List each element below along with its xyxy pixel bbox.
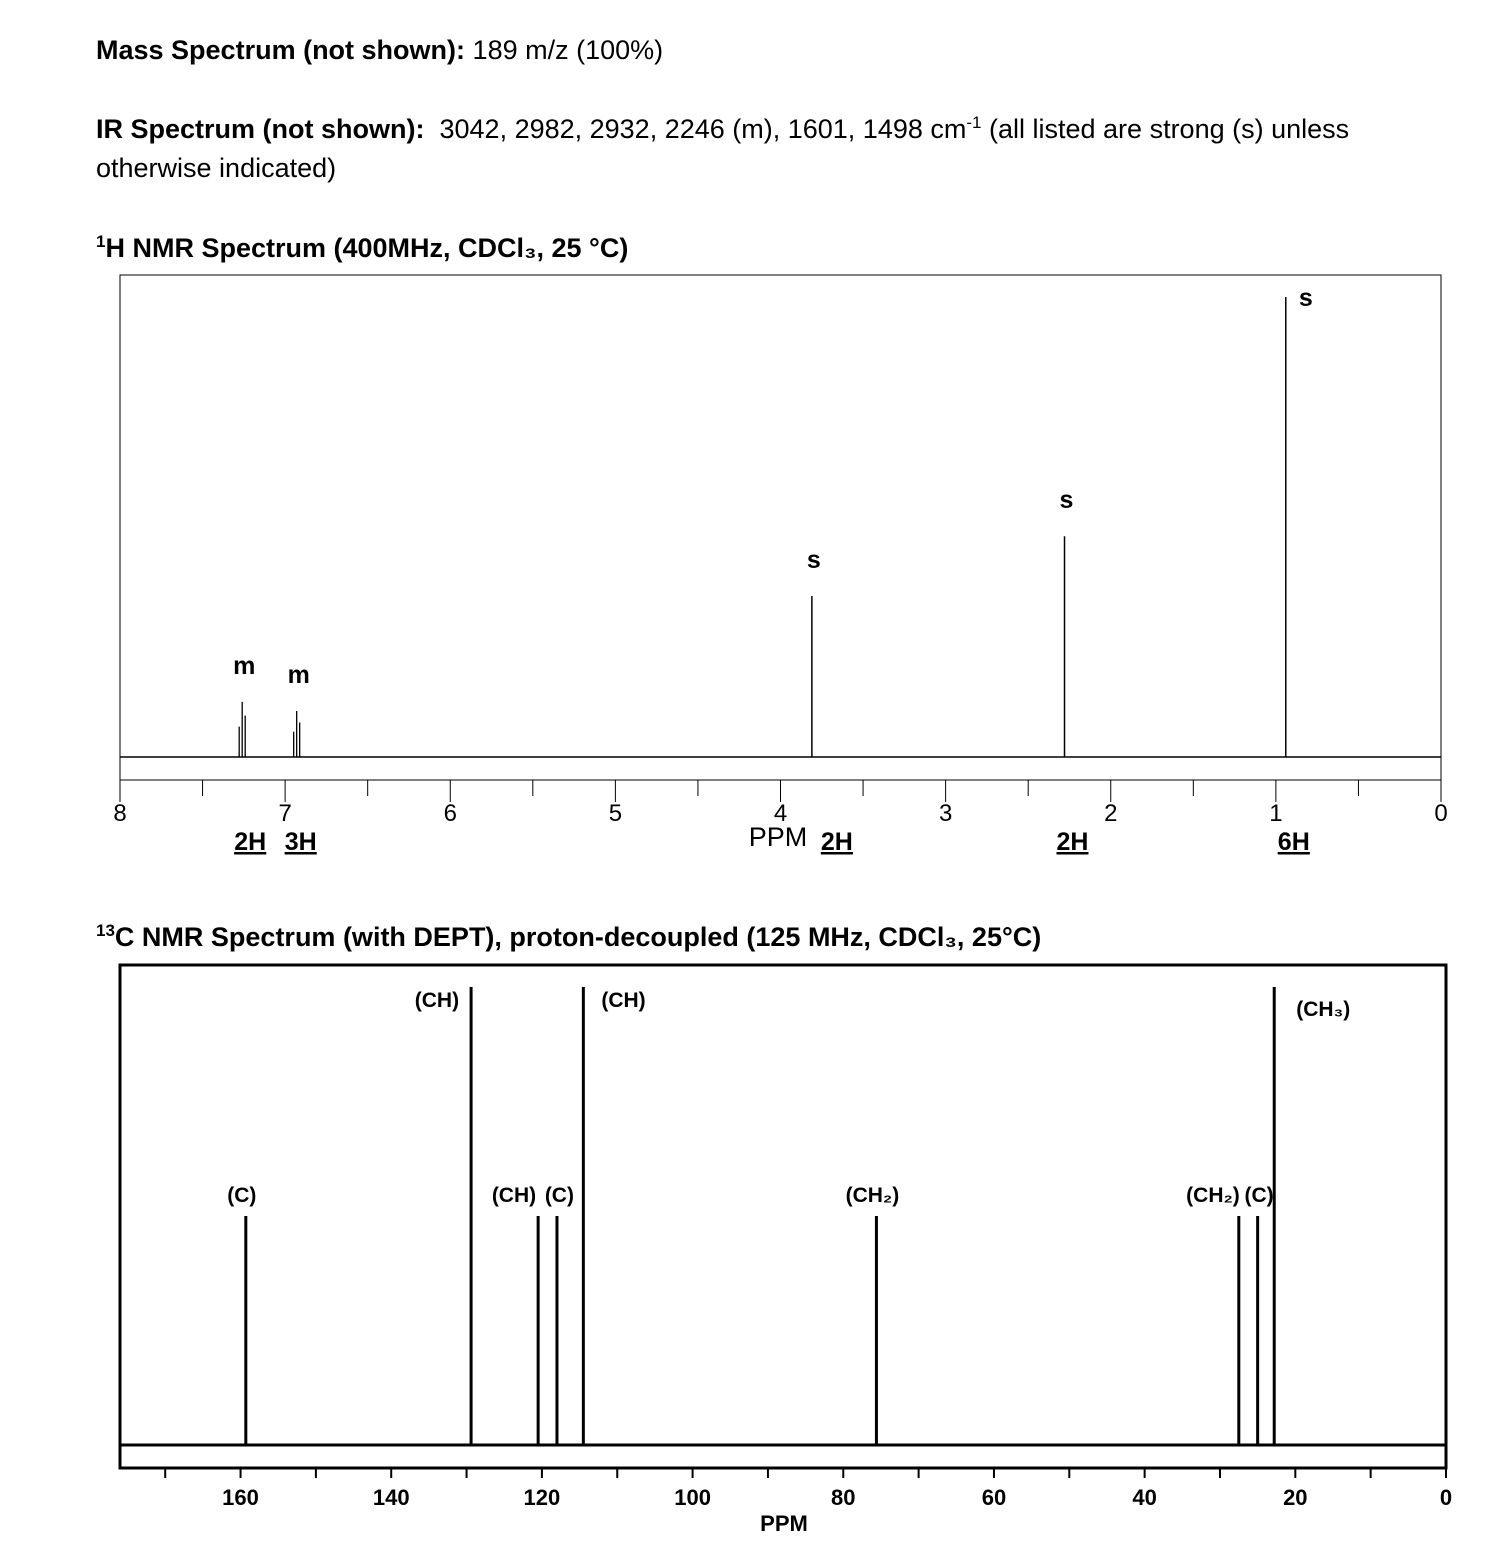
c-nmr-peaks (227, 987, 1350, 1445)
c-nmr-peak-label: (CH) (414, 989, 460, 1012)
ir-spectrum-values: 3042, 2982, 2932, 2246 (m), 1601, 1498 cm (439, 114, 967, 144)
h-nmr-integration-label: 6H (1277, 828, 1310, 856)
c-nmr-ticks (165, 1468, 1452, 1510)
h-nmr-tick-label: 3 (938, 800, 953, 827)
c-nmr-peak-label: (CH) (491, 1184, 537, 1207)
ir-unit-exponent: -1 (966, 113, 982, 132)
h-nmr-tick-label: 2 (1104, 800, 1118, 827)
c-nmr-title-text: C NMR Spectrum (with DEPT), proton-decoupled (125 MHz, CDCl₃, 25°C) (114, 922, 1042, 952)
c-nmr-peak-label: (CH₂) (845, 1184, 900, 1207)
c-nmr-tick-label: 160 (222, 1485, 259, 1510)
ir-spectrum-label: IR Spectrum (not shown): (96, 114, 425, 144)
c-nmr-tick-label: 0 (1439, 1485, 1453, 1510)
h-nmr-tick-label: 8 (113, 800, 127, 827)
h-nmr-frame (120, 275, 1441, 780)
c-nmr-tick-label: 60 (981, 1485, 1007, 1510)
h-nmr-multiplicity-label: s (1059, 486, 1074, 515)
c-nmr-axis-title: PPM (760, 1511, 808, 1536)
mass-spectrum-label: Mass Spectrum (not shown): (96, 35, 466, 65)
h-nmr-integration-label: 2H (820, 828, 853, 856)
c-nmr-peak-label: (C) (227, 1184, 257, 1207)
c-nmr-tick-label: 120 (523, 1485, 561, 1510)
c-nmr-peak-label: (CH₃) (1296, 998, 1351, 1021)
h-nmr-tick-label: 1 (1269, 800, 1283, 827)
c-nmr-peak-label: (C) (544, 1184, 574, 1207)
c-nmr-tick-label: 20 (1283, 1485, 1308, 1510)
h-nmr-chart (113, 275, 1447, 856)
c-nmr-tick-label: 100 (674, 1485, 711, 1510)
h-nmr-multiplicity-label: m (233, 651, 256, 680)
ir-spectrum-note: (all listed are strong (s) unless (981, 114, 1350, 144)
h-nmr-multiplicity-label: m (287, 661, 310, 689)
c-nmr-peak-label: (C) (1244, 1184, 1274, 1207)
h-nmr-tick-label: 7 (278, 800, 292, 827)
ir-spectrum-line-2: otherwise indicated) (96, 153, 337, 183)
h-nmr-tick-label: 6 (443, 800, 457, 827)
h-nmr-integration-label: 2H (1056, 828, 1089, 856)
c-nmr-title-isotope: 13 (96, 921, 115, 940)
c-nmr-peak-label: (CH) (601, 989, 646, 1012)
h-nmr-tick-label: 5 (608, 800, 623, 827)
h-nmr-peaks (233, 284, 1313, 856)
c-nmr-tick-label: 140 (372, 1485, 410, 1510)
c-nmr-tick-label: 40 (1132, 1485, 1157, 1510)
c-nmr-chart (120, 965, 1452, 1536)
h-nmr-multiplicity-label: s (806, 546, 821, 574)
h-nmr-multiplicity-label: s (1298, 284, 1313, 312)
h-nmr-integration-label: 2H (234, 828, 267, 856)
c-nmr-peak-label: (CH₂) (1186, 1184, 1240, 1207)
h-nmr-ticks (113, 780, 1447, 827)
h-nmr-tick-label: 0 (1434, 800, 1448, 827)
c-nmr-frame (120, 965, 1446, 1468)
h-nmr-tick-label: 4 (773, 800, 788, 827)
mass-spectrum-value: 189 m/z (100%) (472, 35, 664, 65)
h-nmr-title-isotope: 1 (96, 232, 106, 251)
h-nmr-axis-title: PPM (748, 822, 808, 852)
c-nmr-tick-label: 80 (831, 1485, 856, 1510)
h-nmr-title-text: H NMR Spectrum (400MHz, CDCl₃, 25 °C) (105, 233, 629, 263)
h-nmr-integration-label: 3H (284, 828, 317, 856)
